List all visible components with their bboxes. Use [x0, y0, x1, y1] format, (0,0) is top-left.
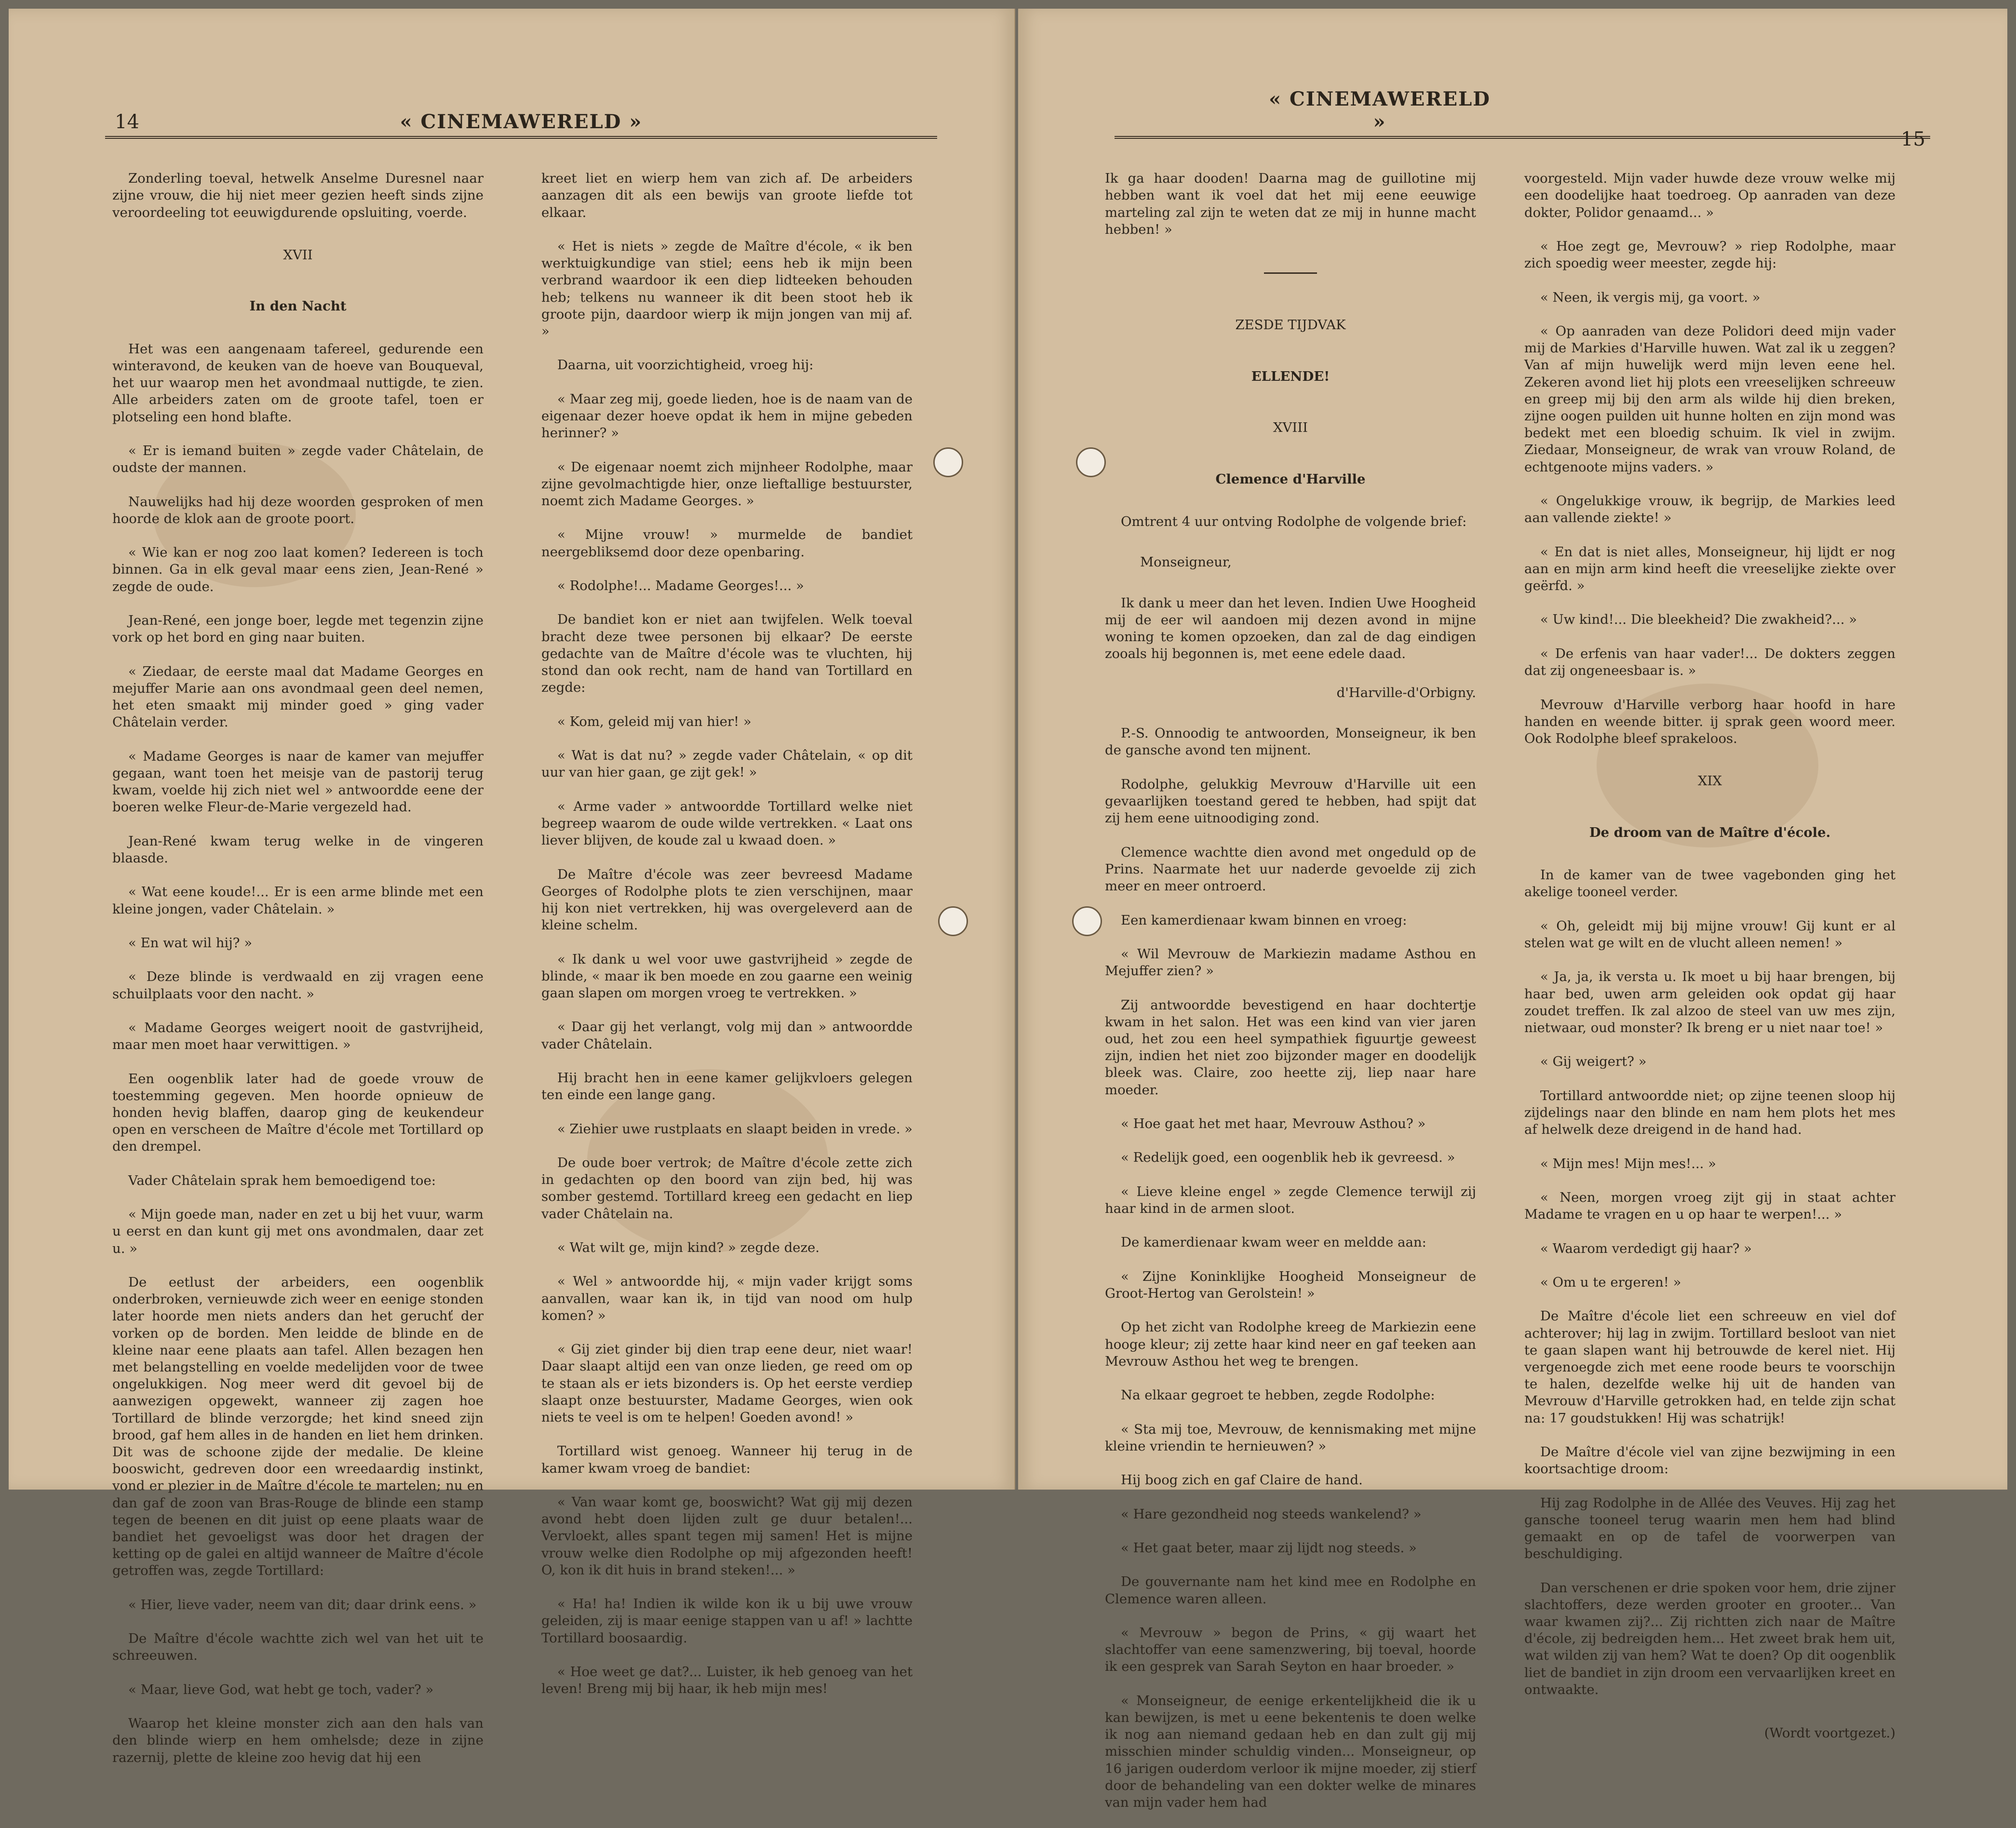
paragraph: De eetlust der arbeiders, een oogenblik onderbroken, vernieuwde zich weer en eenige stonden later hoorde men niets anders dan het geruchť der vorken op de borden. Men leidde de blinde en de kleine naar eene plaats aan tafel. Allen bezagen hen met belangstelling en voelde medelijden voor de twee ongelukkigen. Nog meer werd dit gevoel bij de aanwezigen opgewekt, wanneer zij zagen hoe Tortillard de blinde verzorgde; het kind sneed zijn brood, gaf hem alles in de handen en liet hem drinken. Dit was de schoone zijde der medalie. De kleine booswicht, gedreven door een wreedaardig instinkt, vond er plezier in de Maître d'école te martelen; nu en dan gaf de zoon van Bras-Rouge de blinde een stamp tegen de beenen en dit juist op eene plaats waar de bandiet het gevoeligst was door het dragen der ketting op de galei en altijd wanneer de Maître d'école getroffen was, zegde Tortillard:	[112, 1275, 484, 1579]
paragraph: Vader Châtelain sprak hem bemoedigend toe:	[128, 1172, 436, 1188]
paragraph: « Waarom verdedigt gij haar? »	[1540, 1240, 1752, 1256]
paragraph: « Mijn goede man, nader en zet u bij het vuur, warm u eerst en dan kunt gij met ons avondmalen, daar zet u. »	[112, 1207, 484, 1256]
paragraph: « En dat is niet alles, Monseigneur, hij lijdt er nog aan en mijn arm kind heeft die vreeselijke ziekte over geërfd. »	[1524, 544, 1895, 594]
paragraph: « Ziedaar, de eerste maal dat Madame Georges en mejuffer Marie aan ons avondmaal geen deel nemen, het eten smaakt mij minder goed » ging vader Châtelain verder.	[112, 663, 484, 730]
chapter-title: De droom van de Maître d'école.	[1589, 824, 1831, 840]
paragraph: Zij antwoordde bevestigend en haar dochtertje kwam in het salon. Het was een kind van vier jaren oud, het zou een heel sympathiek figuurtje geweest zijn, indien het niet zoo bijzonder mager en doodelijk bleek was. Claire, zoo heette zij, liep naar hare moeder.	[1105, 997, 1476, 1098]
paragraph: « Redelijk goed, een oogenblik heb ik gevreesd. »	[1121, 1150, 1455, 1166]
paragraph: « Maar zeg mij, goede lieden, hoe is de naam van de eigenaar dezer hoeve opdat ik hem in mijne gebeden herinner? »	[541, 391, 913, 441]
paragraph: « Wat wilt ge, mijn kind? » zegde deze.	[557, 1240, 820, 1255]
paragraph: Zonderling toeval, hetwelk Anselme Duresnel naar zijne vrouw, die hij niet meer gezien heeft sinds zijne veroordeeling tot eeuwigdurende opsluiting, voerde.	[112, 171, 484, 220]
paragraph: « Maar, lieve God, wat hebt ge toch, vader? »	[128, 1681, 434, 1697]
chapter-title: In den Nacht	[249, 298, 347, 314]
paragraph: P.-S. Onnoodig te antwoorden, Monseigneur, ik ben de gansche avond ten mijnent.	[1105, 726, 1476, 758]
paragraph: Rodolphe, gelukkig Mevrouw d'Harville uit een gevaarlijken toestand gered te hebben, had spijt dat zij hem eene uitnoodiging zond.	[1105, 776, 1476, 826]
paragraph: Waarop het kleine monster zich aan den hals van den blinde wierp en hem omhelsde; deze in zijne razernij, plette de kleine zoo hevig dat hij een	[112, 1716, 484, 1765]
paragraph: Jean-René, een jonge boer, legde met tegenzin zijne vork op het bord en ging naar buiten.	[112, 613, 484, 645]
text-column-1	[1105, 153, 1476, 1828]
paragraph: « Zijne Koninklijke Hoogheid Monseigneur de Groot-Hertog van Gerolstein! »	[1105, 1268, 1476, 1301]
section-title: ELLENDE!	[1251, 368, 1330, 384]
punch-hole	[938, 906, 968, 936]
chapter-title: Clemence d'Harville	[1215, 471, 1366, 487]
punch-hole	[933, 447, 963, 477]
paragraph: Na elkaar gegroet te hebben, zegde Rodolphe:	[1121, 1387, 1435, 1403]
paragraph: Mevrouw d'Harville verborg haar hoofd in hare handen en weende bitter. ij sprak geen woord meer. Ook Rodolphe bleef sprakeloos.	[1524, 697, 1895, 746]
chapter-number: XIX	[1697, 773, 1722, 789]
paragraph: « Wat eene koude!... Er is een arme blinde met een kleine jongen, vader Châtelain. »	[112, 884, 484, 917]
paragraph: Ik ga haar dooden! Daarna mag de guillotine mij hebben want ik voel dat het mij eene eeuwige marteling zal zijn te weten dat ze mij in hunne macht hebben! »	[1105, 171, 1476, 237]
paragraph: « Mevrouw » begon de Prins, « gij waart het slachtoffer van eene samenzwering, bij toeval, hoorde ik een gesprek van Sarah Seyton en haar broeder. »	[1105, 1625, 1476, 1675]
paragraph: « Om u te ergeren! »	[1540, 1275, 1681, 1290]
running-title: « CINEMAWERELD »	[400, 110, 643, 133]
paragraph: Ik dank u meer dan het leven. Indien Uwe Hoogheid mij de eer wil aandoen mij dezen avond in mijne woning te komen opzoeken, dan zal de dag eindigen zooals hij begonnen is, met eene edele daad.	[1105, 595, 1476, 662]
paragraph: Tortillard antwoordde niet; op zijne teenen sloop hij zijdelings naar den blinde en nam hem plots het mes af helwelk deze dreigend in de hand had.	[1524, 1088, 1895, 1138]
paragraph: De Maître d'école liet een schreeuw en viel dof achterover; hij lag in zwijm. Tortillard besloot van niet te gaan slapen want hij betrouwde de kerel niet. Hij vergenoegde zich met eene roode beurs te voorschijn te halen, dezelfde welke hij uit de handen van Mevrouw d'Harville getrokken had, en telde zijn schat na: 17 goudstukken! Hij was schatrijk!	[1524, 1308, 1895, 1426]
paragraph: « De eigenaar noemt zich mijnheer Rodolphe, maar zijne gevolmachtigde hier, onze lieftallige bestuurster, noemt zich Madame Georges. »	[541, 459, 913, 509]
paragraph: Een oogenblik later had de goede vrouw de toestemming gegeven. Men hoorde opnieuw de honden hevig blaffen, daarop ging de keukendeur open en verscheen de Maître d'école met Tortillard op den drempel.	[112, 1071, 484, 1155]
chapter-number: XVII	[283, 247, 313, 263]
paragraph: « Neen, morgen vroeg zijt gij in staat achter Madame te vragen en u op haar te werpen!... »	[1524, 1189, 1895, 1223]
paragraph: De Maître d'école viel van zijne bezwijming in een koortsachtige droom:	[1524, 1444, 1895, 1477]
continuation-note: (Wordt voortgezet.)	[1764, 1725, 1895, 1741]
paragraph: « Mijne vrouw! » murmelde de bandiet neergebliksemd door deze openbaring.	[541, 527, 913, 560]
paragraph: Hij boog zich en gaf Claire de hand.	[1121, 1472, 1363, 1488]
paragraph: « Het gaat beter, maar zij lijdt nog steeds. »	[1121, 1540, 1417, 1556]
paragraph: « Uw kind!... Die bleekheid? Die zwakheid?... »	[1540, 612, 1857, 628]
paragraph: « Deze blinde is verdwaald en zij vragen eene schuilplaats voor den nacht. »	[112, 969, 484, 1002]
paragraph: In de kamer van de twee vagebonden ging het akelige tooneel verder.	[1524, 867, 1895, 900]
punch-hole	[1072, 906, 1102, 936]
paragraph: Dan verschenen er drie spoken voor hem, drie zijner slachtoffers, deze werden grooter en grooter... Van waar kwamen zij?... Zij richtten zich naar de Maître d'école, zij bedreigden hem... Het zweet brak hem uit, wat wilden zij van hem? Wat te doen? Op dit oogenblik liet de bandiet in zijn droom een vervaarlijken kreet en ontwaakte.	[1524, 1580, 1895, 1697]
paragraph: Het was een aangenaam tafereel, gedurende een winteravond, de keuken van de hoeve van Bouqueval, het uur waarop men het avondmaal nuttigde, te zien. Alle arbeiders zaten om de groote tafel, toen er plotseling een hond blafte.	[112, 341, 484, 425]
paragraph: « Madame Georges is naar de kamer van mejuffer gegaan, want toen het meisje van de pastorij terug kwam, voelde hij zich niet wel » antwoordde eene der boeren welke Fleur-de-Marie vergezeld had.	[112, 748, 484, 815]
paragraph: « Hoe weet ge dat?... Luister, ik heb genoeg van het leven! Breng mij bij haar, ik heb mijn mes!	[541, 1664, 913, 1697]
paragraph: « Ik dank u wel voor uwe gastvrijheid » zegde de blinde, « maar ik ben moede en zou gaarne een weinig gaan slapen om morgen vroeg te vertrekken. »	[541, 951, 913, 1001]
paragraph: De kamerdienaar kwam weer en meldde aan:	[1121, 1235, 1426, 1250]
paragraph: « Ongelukkige vrouw, ik begrijp, de Markies leed aan vallende ziekte! »	[1524, 493, 1895, 526]
divider-rule	[1264, 272, 1317, 274]
paragraph: De oude boer vertrok; de Maître d'école zette zich in gedachten op den boord van zijn bed, hij was somber gestemd. Tortillard kreeg een gedacht en liep vader Châtelain na.	[541, 1155, 913, 1222]
letter-signature: d'Harville-d'Orbigny.	[1336, 685, 1476, 700]
paragraph: Daarna, uit voorzichtigheid, vroeg hij:	[557, 357, 814, 373]
paragraph: « Daar gij het verlangt, volg mij dan » antwoordde vader Châtelain.	[541, 1019, 913, 1052]
page-header	[105, 105, 937, 139]
section-label: ZESDE TIJDVAK	[1235, 317, 1346, 333]
paragraph: voorgesteld. Mijn vader huwde deze vrouw welke mij een doodelijke haat toedroeg. Op aanraden van deze dokter, Polidor genaamd... »	[1524, 171, 1895, 220]
paragraph: « Ziehier uwe rustplaats en slaapt beiden in vrede. »	[557, 1121, 913, 1137]
paragraph: « Gij ziet ginder bij dien trap eene deur, niet waar! Daar slaapt altijd een van onze lieden, ge reed om op te staan als er iets bizonders is. Op het eerste verdiep slaapt onze bestuurster, Madame Georges, wien ook niets te veel is om te helpen! Goeden avond! »	[541, 1342, 913, 1425]
paragraph: De bandiet kon er niet aan twijfelen. Welk toeval bracht deze twee personen bij elkaar? De eerste gedachte van de Maître d'école was te vluchten, hij stond dan ook recht, nam de hand van Tortillard en zegde:	[541, 612, 913, 696]
text-column-1	[112, 153, 484, 1783]
paragraph: Hij zag Rodolphe in de Allée des Veuves. Hij zag het gansche tooneel terug waarin men hem had blind gemaakt en op de tafel de voorwerpen van beschuldiging.	[1524, 1495, 1895, 1562]
paragraph: « Wil Mevrouw de Markiezin madame Asthou en Mejuffer zien? »	[1105, 946, 1476, 979]
paragraph: Tortillard wist genoeg. Wanneer hij terug in de kamer kwam vroeg de bandiet:	[541, 1443, 913, 1476]
paragraph: « Ja, ja, ik versta u. Ik moet u bij haar brengen, bij haar bed, uwen arm geleiden ook opdat gij haar zoudet treffen. Ik zal alzoo de steel van uw mes zijn, nietwaar, oud monster? Ik breng er u niet naar toe! »	[1524, 969, 1895, 1035]
paragraph: « Wie kan er nog zoo laat komen? Iedereen is toch binnen. Ga in elk geval maar eens zien, Jean-René » zegde de oude.	[112, 545, 484, 594]
paragraph: « Kom, geleid mij van hier! »	[557, 713, 752, 729]
page-number: 14	[115, 111, 139, 133]
running-title: « CINEMAWERELD »	[1269, 88, 1491, 133]
paragraph: Een kamerdienaar kwam binnen en vroeg:	[1121, 912, 1407, 928]
paragraph: « Ha! ha! Indien ik wilde kon ik u bij uwe vrouw geleiden, zij is maar eenige stappen van u af! » lachtte Tortillard boosaardig.	[541, 1596, 913, 1646]
paragraph: « De erfenis van haar vader!... De dokters zeggen dat zij ongeneesbaar is. »	[1524, 645, 1895, 679]
left-page	[9, 9, 1015, 1765]
punch-hole	[1076, 447, 1106, 477]
paragraph: « Mijn mes! Mijn mes!... »	[1540, 1156, 1716, 1171]
right-page	[1018, 9, 2007, 1811]
paragraph: De Maître d'école wachtte zich wel van het uit te schreeuwen.	[112, 1631, 484, 1664]
page-number: 15	[1901, 128, 1925, 150]
letter-salutation: Monseigneur,	[1140, 554, 1232, 570]
paragraph: Nauwelijks had hij deze woorden gesproken of men hoorde de klok aan de groote poort.	[112, 494, 484, 526]
paragraph: Hij bracht hen in eene kamer gelijkvloers gelegen ten einde een lange gang.	[541, 1070, 913, 1103]
paragraph: « Sta mij toe, Mevrouw, de kennismaking met mijne kleine vriendin te hernieuwen? »	[1105, 1421, 1476, 1454]
paragraph: « Er is iemand buiten » zegde vader Châtelain, de oudste der mannen.	[112, 443, 484, 476]
paragraph: « Hoe gaat het met haar, Mevrouw Asthou? »	[1121, 1116, 1426, 1131]
paragraph: « Op aanraden van deze Polidori deed mijn vader mij de Markies d'Harville huwen. Wat zal ik u zeggen? Van af mijn huwelijk werd mijn leven eene hel. Zekeren avond liet hij plots een vreeselijken schreeuw en greep mij bij den arm als wilde hij dien breken, zijne oogen puilden uit hunne holten en zijn mond was bedekt met een bloedig schuim. Ik viel in zwijm. Ziedaar, Monseigneur, de wrak van vrouw Roland, de echtgenoote mijns vaders. »	[1524, 323, 1895, 475]
paragraph: « Monseigneur, de eenige erkentelijkheid die ik u kan bewijzen, is met u eene bekentenis te doen welke ik nog aan niemand gedaan heb en dan zult gij mij misschien minder schuldig vinden... Monseigneur, op 16 jarigen ouderdom verloor ik mijne moeder, zij stierf door de behandeling van een dokter welke de minares van mijn vader hem had	[1105, 1693, 1476, 1811]
paragraph: « Hare gezondheid nog steeds wankelend? »	[1121, 1506, 1422, 1522]
paragraph: « Oh, geleidt mij bij mijne vrouw! Gij kunt er al stelen wat ge wilt en de vlucht alleen nemen! »	[1524, 918, 1895, 951]
paragraph: « Arme vader » antwoordde Tortillard welke niet begreep waarom de oude wilde vertrekken. « Laat ons liever blijven, de koude zal u kwaad doen. »	[541, 798, 913, 848]
paragraph: Jean-René kwam terug welke in de vingeren blaasde.	[112, 833, 484, 866]
paragraph: Op het zicht van Rodolphe kreeg de Markiezin eene hooge kleur; zij zette haar kind neer en gaf teeken aan Mevrouw Asthou het weg te brengen.	[1105, 1319, 1476, 1369]
paragraph: « Lieve kleine engel » zegde Clemence terwijl zij haar kind in de armen sloot.	[1105, 1183, 1476, 1216]
paragraph: « Van waar komt ge, booswicht? Wat gij mij dezen avond hebt doen lijden zult ge duur betalen!... Vervloekt, alles spant tegen mij samen! Het is mijne vrouw welke dien Rodolphe op mij afgezonden heeft! O, kon ik dit huis in brand steken!... »	[541, 1494, 913, 1578]
paragraph: De gouvernante nam het kind mee en Rodolphe en Clemence waren alleen.	[1105, 1574, 1476, 1607]
paragraph: kreet liet en wierp hem van zich af. De arbeiders aanzagen dit als een bewijs van groote liefde tot elkaar.	[541, 171, 913, 220]
paragraph: « Het is niets » zegde de Maître d'école, « ik ben werktuigkundige van stiel; eens heb ik mijn been verbrand waardoor ik een diep lidteeken behouden heb; telkens nu wanneer ik dit been stoot heb ik groote pijn, daardoor wierp ik mijn jongen van mij af. »	[541, 239, 913, 339]
paragraph: « Wat is dat nu? » zegde vader Châtelain, « op dit uur van hier gaan, ge zijt gek! »	[541, 748, 913, 780]
paragraph: « Hier, lieve vader, neem van dit; daar drink eens. »	[128, 1597, 477, 1613]
paragraph: De Maître d'école was zeer bevreesd Madame Georges of Rodolphe plots te zien verschijnen, maar hij kon niet vertrekken, hij was overgeleverd aan de kleine schelm.	[541, 866, 913, 933]
paragraph: Clemence wachtte dien avond met ongeduld op de Prins. Naarmate het uur naderde gevoelde zij zich meer en meer ontroerd.	[1105, 844, 1476, 894]
page-header	[1115, 88, 1930, 150]
chapter-number: XVIII	[1273, 420, 1308, 436]
paragraph: « En wat wil hij? »	[128, 935, 253, 951]
paragraph: « Madame Georges weigert nooit de gastvrijheid, maar men moet haar verwittigen. »	[112, 1020, 484, 1053]
paragraph: « Rodolphe!... Madame Georges!... »	[557, 578, 804, 594]
paragraph: « Neen, ik vergis mij, ga voort. »	[1540, 289, 1761, 305]
text-column-2	[1524, 153, 1895, 1759]
paragraph: « Gij weigert? »	[1540, 1054, 1647, 1070]
text-column-2	[541, 153, 913, 1715]
paragraph: Omtrent 4 uur ontving Rodolphe de volgende brief:	[1121, 514, 1467, 530]
paragraph: « Hoe zegt ge, Mevrouw? » riep Rodolphe, maar zich spoedig weer meester, zegde hij:	[1524, 239, 1895, 271]
paragraph: « Wel » antwoordde hij, « mijn vader krijgt soms aanvallen, waar kan ik, in tijd van nood om hulp komen? »	[541, 1274, 913, 1323]
